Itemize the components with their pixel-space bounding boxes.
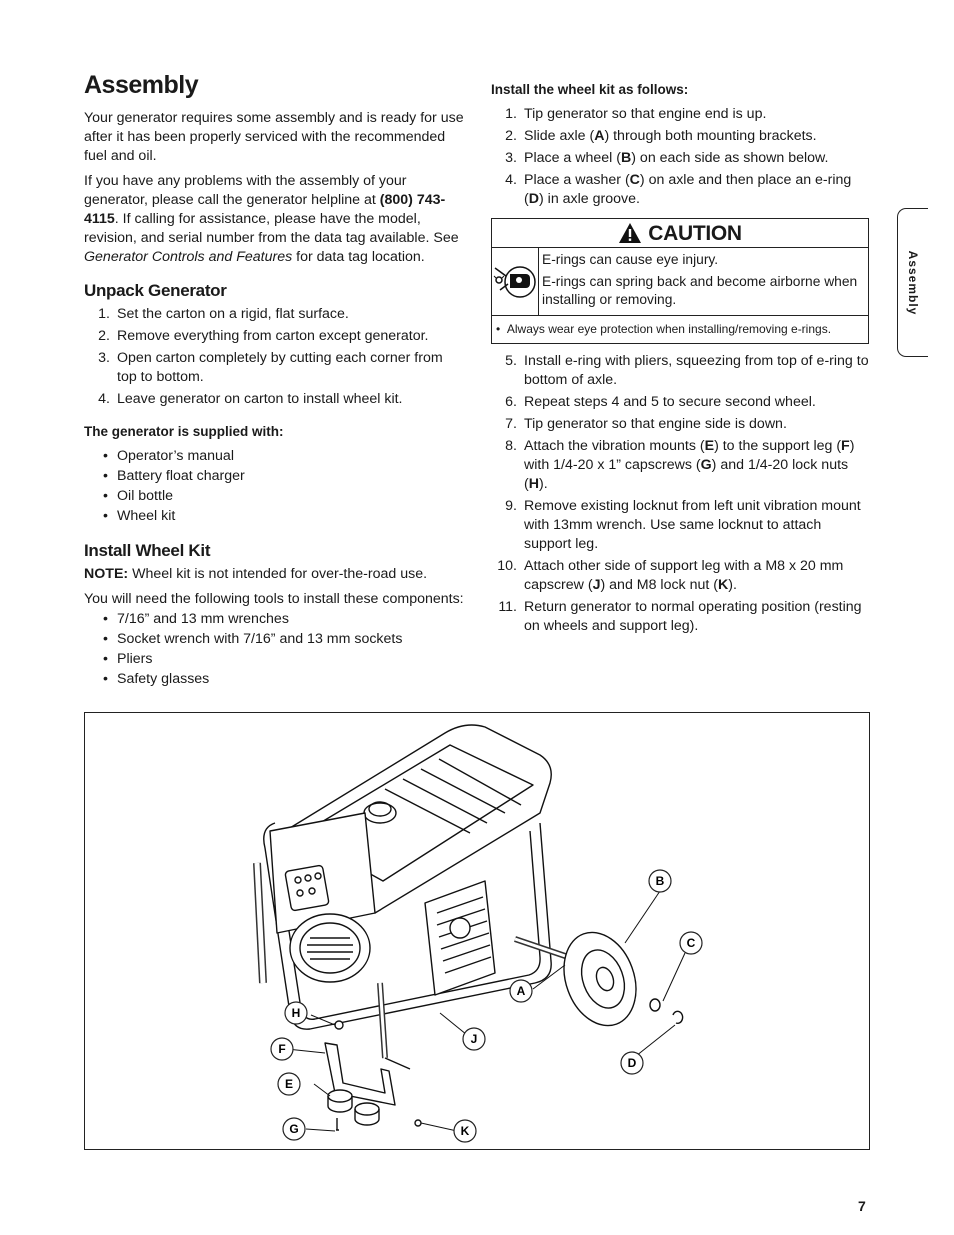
- step-item: [491, 598, 871, 636]
- svg-text:F: F: [278, 1042, 286, 1056]
- svg-text:C: C: [686, 936, 696, 950]
- step-number: 3.: [98, 350, 110, 366]
- step-text: Repeat steps 4 and 5 to secure second wheel.: [524, 394, 816, 410]
- tools-list: [84, 610, 464, 689]
- part-label-j: [463, 1028, 485, 1050]
- bullet-item: • Wheel kit: [84, 507, 464, 526]
- step-number: 2.: [98, 328, 110, 344]
- caution-line-2: E-rings can spring back and become airborne when installing or removing.: [542, 274, 858, 307]
- step-text: Place a wheel (B) on each side as shown below.: [524, 150, 829, 166]
- page-title: Assembly: [84, 71, 199, 99]
- step-text: Tip generator so that engine side is down.: [524, 416, 787, 432]
- step-item: [84, 390, 464, 409]
- step-item: [491, 437, 871, 494]
- caution-text: [539, 248, 868, 315]
- section-tab: [897, 208, 928, 357]
- step-number: 10.: [497, 558, 517, 574]
- step-text: Leave generator on carton to install wheel kit.: [117, 391, 403, 407]
- step-text: Install e-ring with pliers, squeezing from top of e-ring to bottom of axle.: [524, 353, 869, 388]
- helpline-phone: (800) 743-4115: [84, 192, 446, 227]
- step-item: [491, 497, 871, 554]
- tools-intro: You will need the following tools to install these components:: [84, 591, 464, 607]
- part-label-c: [680, 932, 702, 954]
- step-number: 4.: [505, 172, 517, 188]
- cross-reference: Generator Controls and Features: [84, 249, 293, 265]
- step-text: Attach other side of support leg with a M8 x 20 mm capscrew (J) and M8 lock nut (K).: [524, 558, 844, 593]
- install-steps-b: [491, 352, 871, 636]
- step-number: 11.: [498, 599, 517, 615]
- left-column: [84, 71, 464, 690]
- svg-text:G: G: [289, 1122, 299, 1136]
- svg-text:K: K: [460, 1124, 470, 1138]
- assembly-figure: [84, 712, 870, 1150]
- step-text: Slide axle (A) through both mounting brackets.: [524, 128, 817, 144]
- step-item: [84, 305, 464, 324]
- part-label-e: [278, 1073, 300, 1095]
- wheel-kit-heading: Install Wheel Kit: [84, 541, 211, 560]
- bullet-item: • Battery float charger: [84, 467, 464, 486]
- step-item: [84, 349, 464, 387]
- caution-box: [491, 218, 869, 344]
- caution-footer: • Always wear eye protection when installing/removing e-rings.: [496, 322, 832, 336]
- step-text: Place a washer (C) on axle and then place an e-ring (D) in axle groove.: [524, 172, 852, 207]
- step-number: 6.: [505, 394, 517, 410]
- step-text: Attach the vibration mounts (E) to the support leg (F) with 1/4-20 x 1” capscrews (G) and 1/4-20 lock nuts (H).: [524, 438, 855, 492]
- install-steps-a: [491, 105, 871, 209]
- step-item: [491, 149, 871, 168]
- svg-text:B: B: [655, 874, 665, 888]
- step-item: [491, 557, 871, 595]
- step-number: 8.: [505, 438, 517, 454]
- step-number: 1.: [505, 106, 517, 122]
- step-text: Remove existing locknut from left unit vibration mount with 13mm wrench. Use same locknut to attach support leg.: [524, 498, 861, 552]
- caution-header: [492, 219, 868, 248]
- step-item: [491, 352, 871, 390]
- caution-body: [492, 248, 868, 316]
- step-item: [491, 127, 871, 146]
- part-label-f: [271, 1038, 293, 1060]
- step-item: [491, 171, 871, 209]
- step-item: [491, 415, 871, 434]
- step-number: 1.: [98, 306, 110, 322]
- right-column: [491, 80, 871, 639]
- part-label-k: [454, 1120, 476, 1142]
- supplied-heading: The generator is supplied with:: [84, 424, 284, 439]
- note-label: NOTE:: [84, 566, 129, 582]
- svg-text:D: D: [627, 1056, 637, 1070]
- bullet-item: • Operator’s manual: [84, 447, 464, 466]
- step-number: 2.: [505, 128, 517, 144]
- part-label-d: [621, 1052, 643, 1074]
- section-tab-label: Assembly: [906, 250, 920, 315]
- step-item: [491, 105, 871, 124]
- step-text: Set the carton on a rigid, flat surface.: [117, 306, 349, 322]
- step-number: 7.: [505, 416, 517, 432]
- step-number: 5.: [505, 353, 517, 369]
- install-heading: Install the wheel kit as follows:: [491, 82, 689, 97]
- step-number: 4.: [98, 391, 110, 407]
- step-number: 9.: [505, 498, 517, 514]
- step-text: Open carton completely by cutting each corner from top to bottom.: [117, 350, 443, 385]
- bullet-item: • Pliers: [84, 650, 464, 669]
- unpack-heading: Unpack Generator: [84, 281, 227, 300]
- eye-protection-icon: [492, 248, 539, 315]
- generator-assembly-illustration: [85, 713, 869, 1149]
- step-item: [84, 327, 464, 346]
- svg-text:E: E: [284, 1077, 294, 1091]
- unpack-steps: [84, 305, 464, 409]
- step-text: Remove everything from carton except generator.: [117, 328, 429, 344]
- supplied-items: [84, 447, 464, 526]
- step-number: 3.: [505, 150, 517, 166]
- helpline-paragraph: If you have any problems with the assembly of your generator, please call the generator helpline at (800) 743-4115. If calling for assistance, please have the model, revision, and serial number from the data tag available. See Generator Controls and Features for data tag location.: [84, 173, 459, 265]
- warning-triangle-icon: [618, 222, 642, 244]
- bullet-item: • Oil bottle: [84, 487, 464, 506]
- svg-text:J: J: [470, 1032, 478, 1046]
- bullet-item: • Safety glasses: [84, 670, 464, 689]
- bullet-item: • 7/16” and 13 mm wrenches: [84, 610, 464, 629]
- bullet-item: • Socket wrench with 7/16” and 13 mm sockets: [84, 630, 464, 649]
- part-label-h: [285, 1002, 307, 1024]
- part-label-b: [649, 870, 671, 892]
- note-paragraph: NOTE: Wheel kit is not intended for over-the-road use.: [84, 566, 428, 582]
- page-number: 7: [858, 1198, 866, 1214]
- svg-text:A: A: [516, 984, 526, 998]
- svg-text:H: H: [291, 1006, 301, 1020]
- step-text: Return generator to normal operating position (resting on wheels and support leg).: [524, 599, 862, 634]
- step-text: Tip generator so that engine end is up.: [524, 106, 767, 122]
- part-label-a: [510, 980, 532, 1002]
- part-label-g: [283, 1118, 305, 1140]
- step-item: [491, 393, 871, 412]
- intro-paragraph: Your generator requires some assembly and is ready for use after it has been properly serviced with the recommended fuel and oil.: [84, 110, 464, 164]
- caution-line-1: E-rings can cause eye injury.: [542, 252, 719, 267]
- caution-title: CAUTION: [648, 221, 742, 245]
